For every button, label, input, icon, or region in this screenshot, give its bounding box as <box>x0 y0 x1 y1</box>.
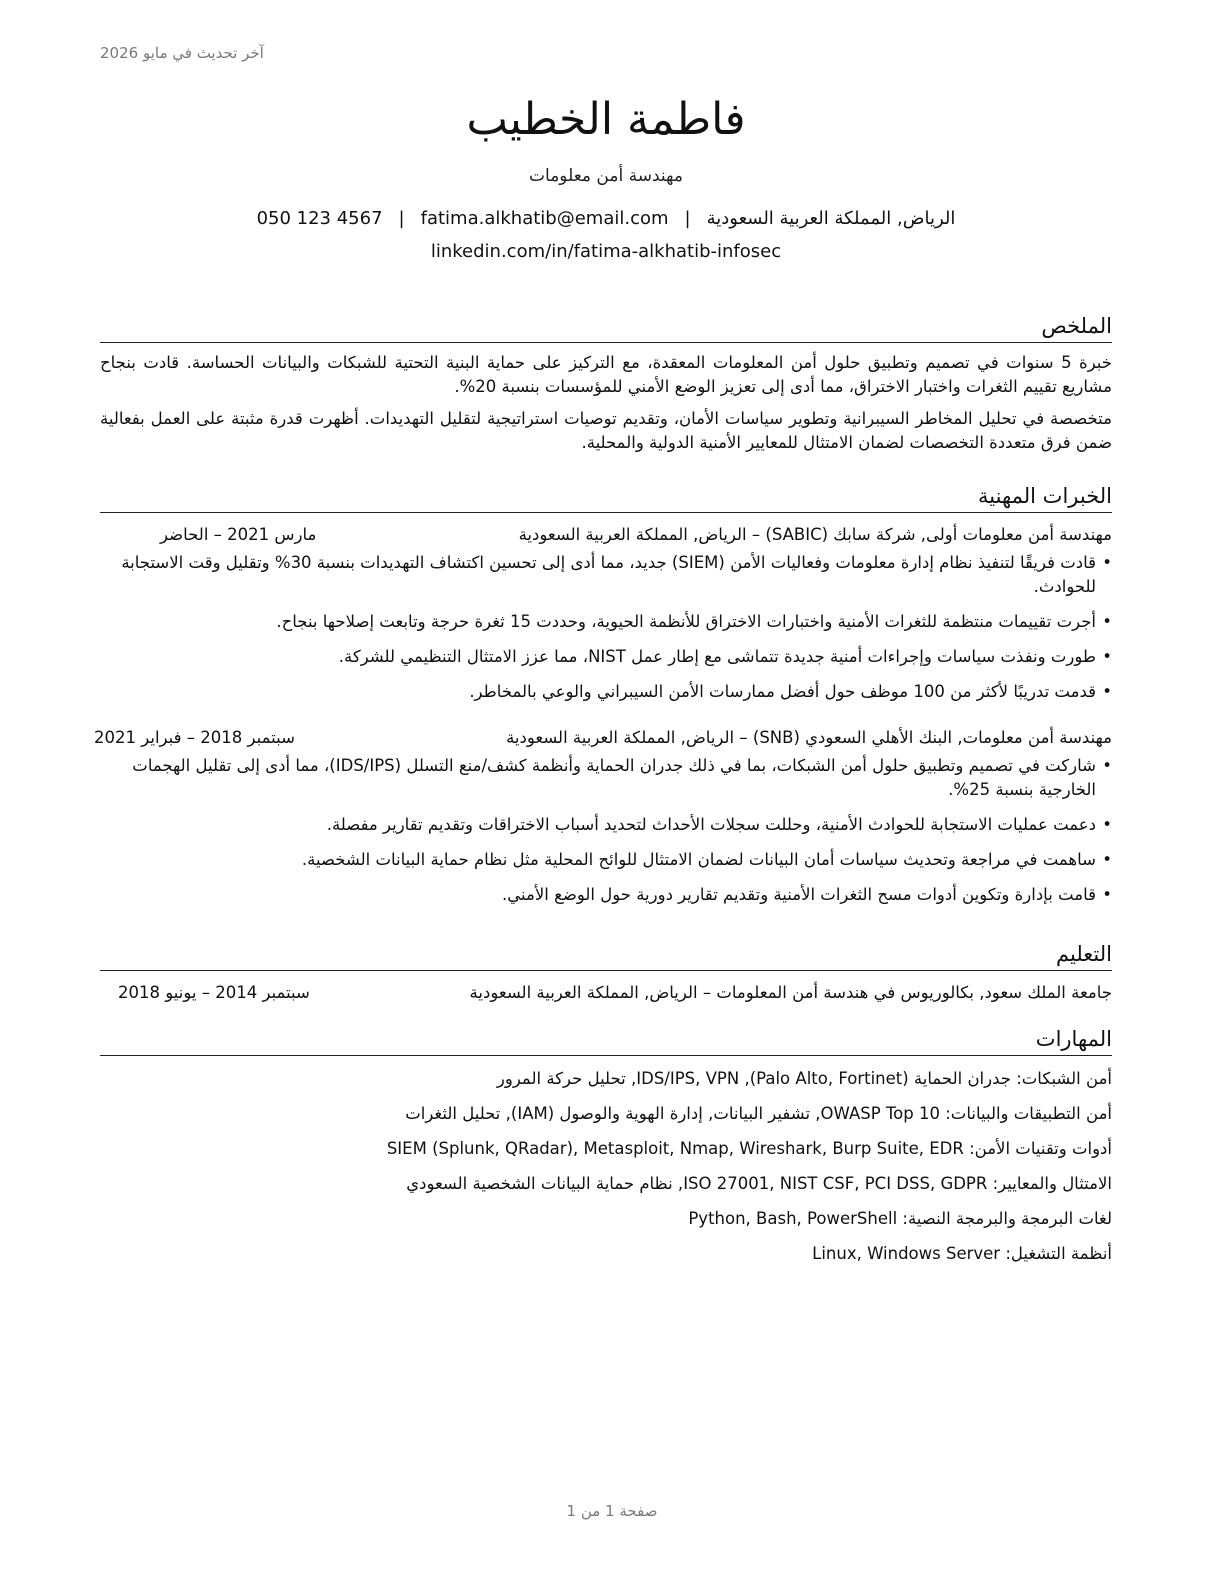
candidate-title: مهندسة أمن معلومات <box>529 166 683 186</box>
job-header <box>100 523 1112 547</box>
education-entry <box>100 981 1112 1005</box>
skill-line: أدوات وتقنيات الأمن: SIEM (Splunk, QRadar), Metasploit, Nmap, Wireshark, Burp Suite, EDR <box>386 1139 1112 1158</box>
contact-email[interactable]: fatima.alkhatib@email.com <box>420 208 669 229</box>
job-bullet: • قادت فريقًا لتنفيذ نظام إدارة معلومات وفعاليات الأمن (SIEM) جديد، مما أدى إلى تحسين اكتشاف التهديدات بنسبة 30% وتقليل وقت الاستجابة للحوادث. <box>100 551 1112 599</box>
contact-location: الرياض, المملكة العربية السعودية <box>706 208 956 229</box>
job-bullet: • شاركت في تصميم وتطبيق حلول أمن الشبكات، بما في ذلك جدران الحماية وأنظمة كشف/منع التسلل (IDS/IPS)، مما أدى إلى تقليل الهجمات الخارجية بنسبة 25%. <box>100 754 1112 802</box>
skill-line: أمن التطبيقات والبيانات: OWASP Top 10, تشفير البيانات, إدارة الهوية والوصول (IAM), تحليل الثغرات <box>405 1104 1112 1123</box>
skill-line: لغات البرمجة والبرمجة النصية: Python, Bash, PowerShell <box>688 1209 1112 1228</box>
job-dates: مارس 2021 – الحاضر <box>160 525 317 544</box>
skills-section <box>100 1025 1112 1266</box>
job-bullet: • دعمت عمليات الاستجابة للحوادث الأمنية، وحللت سجلات الأحداث لتحديد أسباب الاختراقات وتقديم تقارير مفصلة. <box>100 813 1112 837</box>
resume-page <box>94 0 1112 1584</box>
contact-line <box>100 208 1112 229</box>
resume-header <box>100 88 1112 262</box>
job-role: مهندسة أمن معلومات, البنك الأهلي السعودي (SNB) – الرياض, المملكة العربية السعودية <box>506 728 1112 747</box>
last-updated: آخر تحديث في مايو 2026 <box>100 44 264 62</box>
job-entry <box>100 523 1112 704</box>
summary-paragraph: خبرة 5 سنوات في تصميم وتطبيق حلول أمن المعلومات المعقدة، مع التركيز على حماية البنية التحتية للشبكات والبيانات الحساسة. قادت بنجاح مشاريع تقييم الثغرات واختبار الاختراق، مما أدى إلى تعزيز الوضع الأمني للمؤسسات بنسبة 20%. <box>100 353 1112 396</box>
contact-separator: | <box>684 208 691 229</box>
job-bullet: • أجرت تقييمات منتظمة للثغرات الأمنية واختبارات الاختراق للأنظمة الحيوية، وحددت 15 ثغرة حرجة وتابعت إصلاحها بنجاح. <box>100 610 1112 634</box>
education-dates: سبتمبر 2014 – يونيو 2018 <box>118 983 310 1002</box>
job-dates: سبتمبر 2018 – فبراير 2021 <box>94 728 295 747</box>
job-bullets <box>100 551 1112 704</box>
page-number: صفحة 1 من 1 <box>566 1502 658 1520</box>
education-section <box>100 940 1112 1005</box>
job-entry <box>94 726 1112 907</box>
summary-section <box>100 312 1112 455</box>
summary-heading: الملخص <box>100 312 1112 343</box>
experience-section <box>94 482 1112 918</box>
contact-linkedin[interactable]: linkedin.com/in/fatima-alkhatib-infosec <box>430 241 782 262</box>
skills-heading: المهارات <box>100 1025 1112 1056</box>
candidate-name: فاطمة الخطيب <box>466 94 746 145</box>
job-header <box>94 726 1112 750</box>
job-bullet: • طورت ونفذت سياسات وإجراءات أمنية جديدة تتماشى مع إطار عمل NIST، مما عزز الامتثال التنظيمي للشركة. <box>100 645 1112 669</box>
experience-heading: الخبرات المهنية <box>100 482 1112 513</box>
skill-line: أمن الشبكات: جدران الحماية (Palo Alto, Fortinet), IDS/IPS, VPN, تحليل حركة المرور <box>496 1069 1112 1088</box>
job-bullets <box>100 754 1112 907</box>
summary-paragraph: متخصصة في تحليل المخاطر السيبرانية وتطوير سياسات الأمان، وتقديم توصيات استراتيجية لتقليل التهديدات. أظهرت قدرة مثبتة على العمل بفعالية ضمن فرق متعددة التخصصات لضمان الامتثال للمعايير الأمنية الدولية والمحلية. <box>100 409 1112 452</box>
education-heading: التعليم <box>100 940 1112 971</box>
job-bullet: • قدمت تدريبًا لأكثر من 100 موظف حول أفضل ممارسات الأمن السيبراني والوعي بالمخاطر. <box>100 680 1112 704</box>
contact-separator: | <box>398 208 405 229</box>
job-role: مهندسة أمن معلومات أولى, شركة سابك (SABIC) – الرياض, المملكة العربية السعودية <box>518 525 1112 544</box>
contact-phone: 050 123 4567 <box>256 208 383 229</box>
skill-line: أنظمة التشغيل: Linux, Windows Server <box>812 1244 1112 1263</box>
job-bullet: • ساهمت في مراجعة وتحديث سياسات أمان البيانات لضمان الامتثال للوائح المحلية مثل نظام حماية البيانات الشخصية. <box>100 848 1112 872</box>
skill-line: الامتثال والمعايير: ISO 27001, NIST CSF, PCI DSS, GDPR, نظام حماية البيانات الشخصية السعودي <box>406 1174 1112 1193</box>
education-degree: جامعة الملك سعود, بكالوريوس في هندسة أمن المعلومات – الرياض, المملكة العربية السعودية <box>469 983 1112 1002</box>
job-bullet: • قامت بإدارة وتكوين أدوات مسح الثغرات الأمنية وتقديم تقارير دورية حول الوضع الأمني. <box>100 883 1112 907</box>
